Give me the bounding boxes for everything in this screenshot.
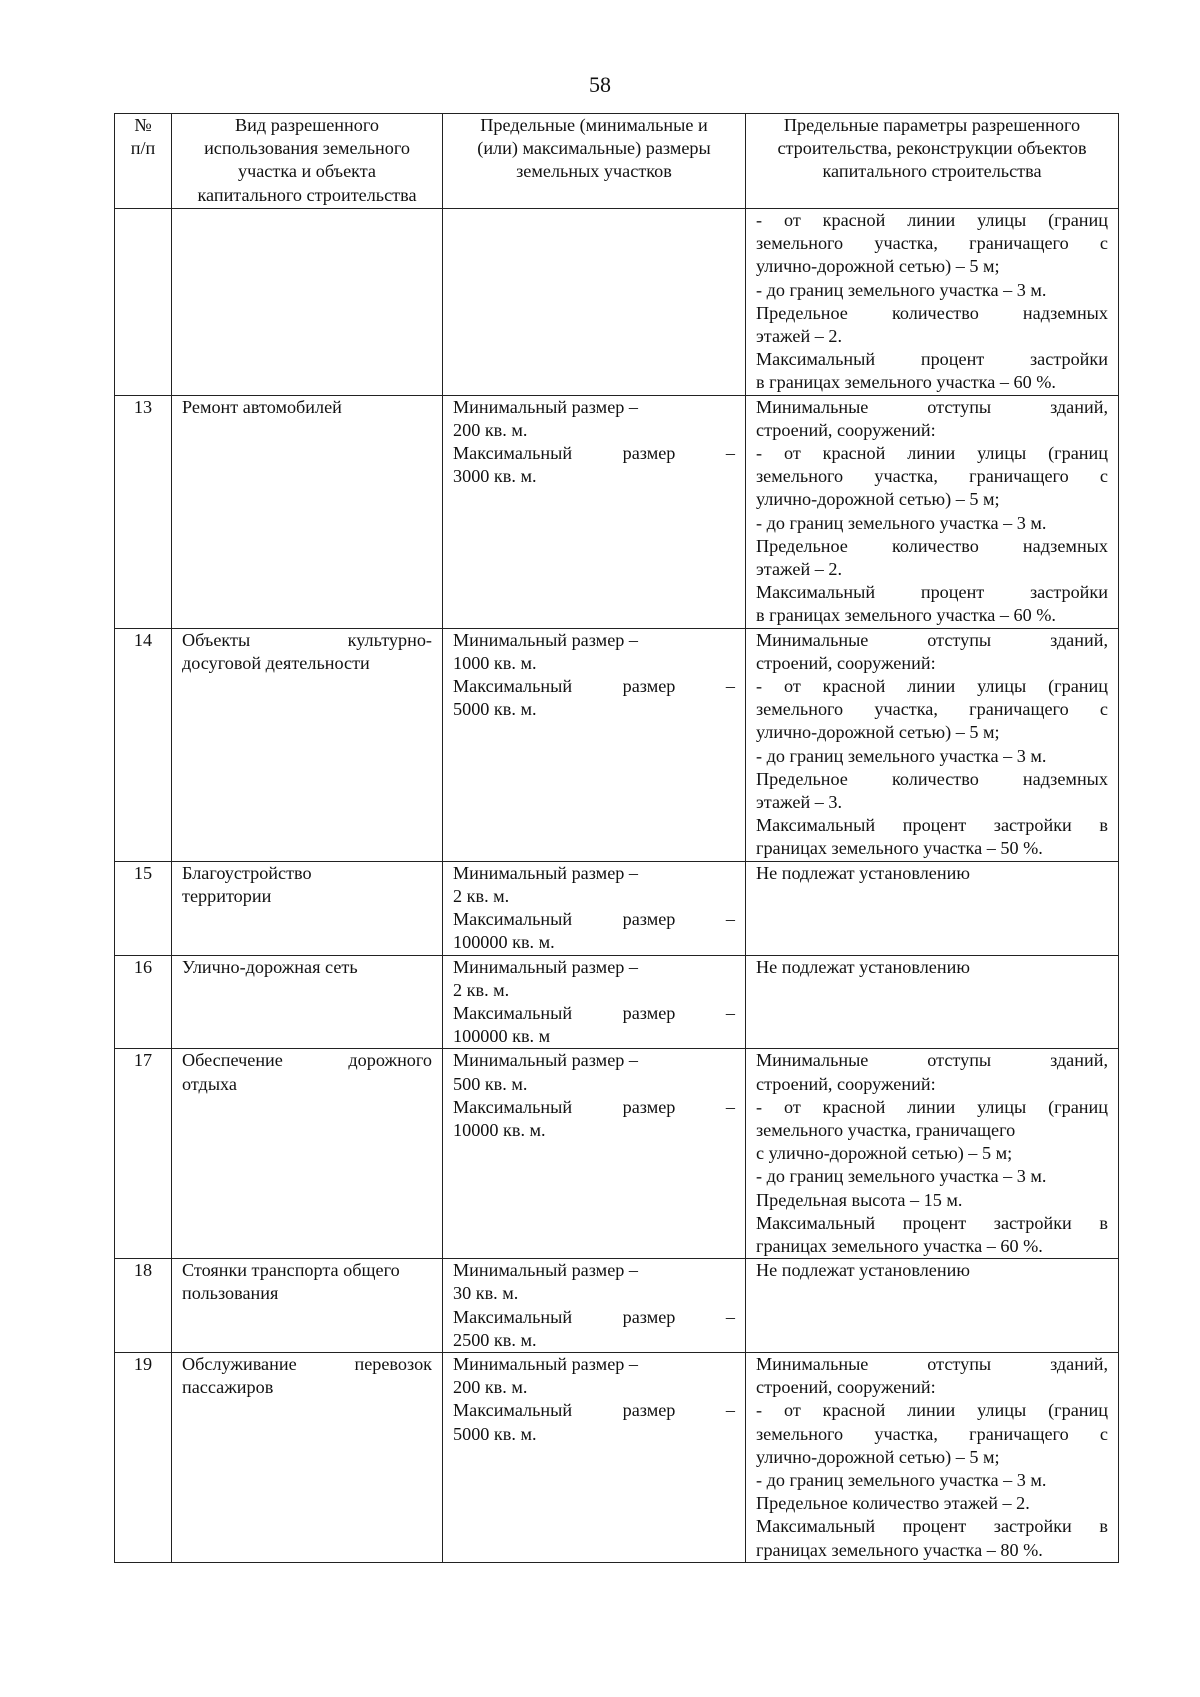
cell-line: Предельное количество надземных: [756, 535, 1108, 556]
cell-line: границах земельного участка – 60 %.: [756, 1235, 1043, 1256]
cell-line: Максимальный размер –: [453, 1400, 735, 1421]
cell-line: в границах земельного участка – 60 %.: [756, 372, 1056, 393]
plot-size-cell: [443, 209, 746, 396]
header-line: земельных участков: [516, 161, 672, 182]
cell-line: Максимальный размер –: [453, 909, 735, 930]
cell-line: - до границ земельного участка – 3 м.: [756, 512, 1047, 533]
plot-size-cell: [443, 1259, 746, 1353]
cell-line: Минимальный размер –: [453, 956, 639, 977]
header-line: Предельные параметры разрешенного: [783, 115, 1081, 135]
cell-line: улично-дорожной сетью) – 5 м;: [756, 489, 1000, 510]
plot-size-cell: [443, 628, 746, 861]
cell-line: Предельная высота – 15 м.: [756, 1189, 963, 1210]
cell-line: Минимальный размер –: [453, 396, 639, 417]
cell-line: Максимальный процент застройки: [756, 582, 1108, 603]
cell-line: Минимальный размер –: [453, 862, 639, 883]
cell-line: Предельное количество надземных: [756, 768, 1108, 789]
row-number-cell: 15: [115, 861, 172, 955]
construction-params-cell: [746, 1259, 1119, 1353]
cell-line: - от красной линии улицы (границ: [756, 676, 1108, 697]
table-row: [115, 209, 1119, 396]
cell-line: Максимальный процент застройки: [756, 349, 1108, 370]
row-number-cell: 19: [115, 1352, 172, 1562]
permitted-use-cell: [172, 628, 443, 861]
cell-line: 3000 кв. м.: [453, 466, 537, 487]
cell-line: 1000 кв. м.: [453, 652, 537, 673]
cell-line: строений, сооружений:: [756, 652, 936, 673]
cell-line: 2 кв. м.: [453, 885, 510, 906]
table-row: [115, 1352, 1119, 1562]
cell-line: Ремонт автомобилей: [182, 396, 342, 417]
permitted-use-cell: [172, 1352, 443, 1562]
cell-line: пользования: [182, 1283, 279, 1304]
header-line: п/п: [130, 138, 156, 159]
cell-line: - до границ земельного участка – 3 м.: [756, 745, 1047, 766]
cell-line: 500 кв. м.: [453, 1073, 528, 1094]
cell-line: земельного участка, граничащего с: [756, 233, 1108, 254]
cell-line: Максимальный размер –: [453, 1002, 735, 1023]
header-line: использования земельного: [204, 138, 410, 159]
cell-line: - от красной линии улицы (границ: [756, 443, 1108, 464]
cell-line: Улично-дорожная сеть: [182, 956, 358, 977]
construction-params-cell: [746, 628, 1119, 861]
cell-line: строений, сооружений:: [756, 1377, 936, 1398]
cell-line: границах земельного участка – 50 %.: [756, 838, 1043, 859]
header-line: капитального строительства: [197, 184, 417, 205]
row-number-cell: 17: [115, 1049, 172, 1259]
cell-line: Максимальный процент застройки в: [756, 1516, 1108, 1537]
permitted-use-cell: [172, 861, 443, 955]
header-line: Вид разрешенного: [235, 115, 379, 135]
cell-line: Минимальные отступы зданий,: [756, 629, 1108, 650]
cell-line: границах земельного участка – 80 %.: [756, 1539, 1043, 1560]
header-line: Предельные (минимальные и: [480, 115, 708, 135]
cell-line: - до границ земельного участка – 3 м.: [756, 1166, 1047, 1187]
cell-line: 200 кв. м.: [453, 419, 528, 440]
construction-params-cell: [746, 209, 1119, 396]
table-row: [115, 1049, 1119, 1259]
row-number-cell: 14: [115, 628, 172, 861]
cell-line: территории: [182, 885, 272, 906]
plot-size-cell: [443, 1049, 746, 1259]
cell-line: улично-дорожной сетью) – 5 м;: [756, 1446, 1000, 1467]
row-number-cell: 18: [115, 1259, 172, 1353]
cell-line: Не подлежат установлению: [756, 1260, 970, 1281]
cell-line: строений, сооружений:: [756, 419, 936, 440]
cell-line: земельного участка, граничащего: [756, 1119, 1016, 1140]
cell-line: - от красной линии улицы (границ: [756, 1400, 1108, 1421]
cell-line: Предельное количество надземных: [756, 302, 1108, 323]
cell-line: 10000 кв. м.: [453, 1119, 546, 1140]
construction-params-cell: [746, 395, 1119, 628]
cell-line: - от красной линии улицы (границ: [756, 210, 1108, 230]
cell-line: Стоянки транспорта общего: [182, 1260, 400, 1281]
cell-line: в границах земельного участка – 60 %.: [756, 605, 1056, 626]
cell-line: 5000 кв. м.: [453, 1423, 537, 1444]
cell-line: улично-дорожной сетью) – 5 м;: [756, 256, 1000, 277]
table-row: [115, 395, 1119, 628]
cell-line: 5000 кв. м.: [453, 699, 537, 720]
row-number-cell: 16: [115, 955, 172, 1049]
cell-line: Максимальный размер –: [453, 443, 735, 464]
cell-line: - до границ земельного участка – 3 м.: [756, 1469, 1047, 1490]
permitted-use-cell: [172, 955, 443, 1049]
cell-line: 2500 кв. м.: [453, 1329, 537, 1350]
cell-line: этажей – 2.: [756, 559, 843, 580]
cell-line: с улично-дорожной сетью) – 5 м;: [756, 1143, 1013, 1164]
cell-line: Не подлежат установлению: [756, 956, 970, 977]
cell-line: строений, сооружений:: [756, 1073, 936, 1094]
cell-line: этажей – 3.: [756, 792, 843, 813]
cell-line: Максимальный размер –: [453, 1096, 735, 1117]
cell-line: Не подлежат установлению: [756, 862, 970, 883]
table-row: [115, 628, 1119, 861]
cell-line: улично-дорожной сетью) – 5 м;: [756, 722, 1000, 743]
plot-size-cell: [443, 861, 746, 955]
cell-line: Объекты культурно-: [182, 629, 432, 650]
cell-line: 30 кв. м.: [453, 1283, 519, 1304]
plot-size-cell: [443, 955, 746, 1049]
cell-line: Обеспечение дорожного: [182, 1050, 432, 1071]
cell-line: Максимальный процент застройки в: [756, 815, 1108, 836]
cell-line: Минимальный размер –: [453, 1353, 639, 1374]
cell-line: земельного участка, граничащего с: [756, 699, 1108, 720]
page-number: 58: [589, 72, 611, 97]
cell-line: 200 кв. м.: [453, 1377, 528, 1398]
permitted-use-cell: [172, 1049, 443, 1259]
cell-line: земельного участка, граничащего с: [756, 466, 1108, 487]
construction-params-cell: [746, 955, 1119, 1049]
cell-line: Минимальный размер –: [453, 629, 639, 650]
table-header-row: [115, 114, 1119, 209]
header-number: [115, 114, 172, 209]
cell-line: земельного участка, граничащего с: [756, 1423, 1108, 1444]
construction-params-cell: [746, 1352, 1119, 1562]
permitted-use-cell: [172, 209, 443, 396]
permitted-use-cell: [172, 1259, 443, 1353]
land-use-table: [114, 113, 1119, 1563]
cell-line: 100000 кв. м.: [453, 932, 555, 953]
header-line: капитального строительства: [822, 161, 1042, 182]
cell-line: Благоустройство: [182, 862, 312, 883]
header-construction-params: [746, 114, 1119, 209]
header-line: строительства, реконструкции объектов: [777, 138, 1087, 159]
cell-line: Минимальный размер –: [453, 1050, 639, 1071]
cell-line: Предельное количество этажей – 2.: [756, 1493, 1030, 1514]
header-line: (или) максимальные) размеры: [477, 138, 711, 159]
cell-line: досуговой деятельности: [182, 652, 370, 673]
cell-line: Минимальный размер –: [453, 1260, 639, 1281]
cell-line: - от красной линии улицы (границ: [756, 1096, 1108, 1117]
cell-line: Максимальный размер –: [453, 676, 735, 697]
table-row: [115, 955, 1119, 1049]
cell-line: Максимальный процент застройки в: [756, 1212, 1108, 1233]
cell-line: Максимальный размер –: [453, 1306, 735, 1327]
cell-line: пассажиров: [182, 1377, 274, 1398]
plot-size-cell: [443, 395, 746, 628]
cell-line: отдыха: [182, 1073, 237, 1094]
plot-size-cell: [443, 1352, 746, 1562]
cell-line: 2 кв. м.: [453, 979, 510, 1000]
row-number-cell: 13: [115, 395, 172, 628]
row-number-cell: [115, 209, 172, 396]
cell-line: Минимальные отступы зданий,: [756, 1050, 1108, 1071]
header-plot-sizes: [443, 114, 746, 209]
cell-line: 100000 кв. м: [453, 1026, 551, 1047]
construction-params-cell: [746, 1049, 1119, 1259]
cell-line: Минимальные отступы зданий,: [756, 396, 1108, 417]
table-row: [115, 861, 1119, 955]
permitted-use-cell: [172, 395, 443, 628]
cell-line: Минимальные отступы зданий,: [756, 1353, 1108, 1374]
cell-line: этажей – 2.: [756, 326, 843, 347]
construction-params-cell: [746, 861, 1119, 955]
cell-line: - до границ земельного участка – 3 м.: [756, 279, 1047, 300]
table-row: [115, 1259, 1119, 1353]
cell-line: Обслуживание перевозок: [182, 1353, 432, 1374]
header-permitted-use: [172, 114, 443, 209]
table-body: [115, 209, 1119, 1563]
header-line: участка и объекта: [237, 161, 376, 182]
header-line: №: [134, 115, 152, 135]
